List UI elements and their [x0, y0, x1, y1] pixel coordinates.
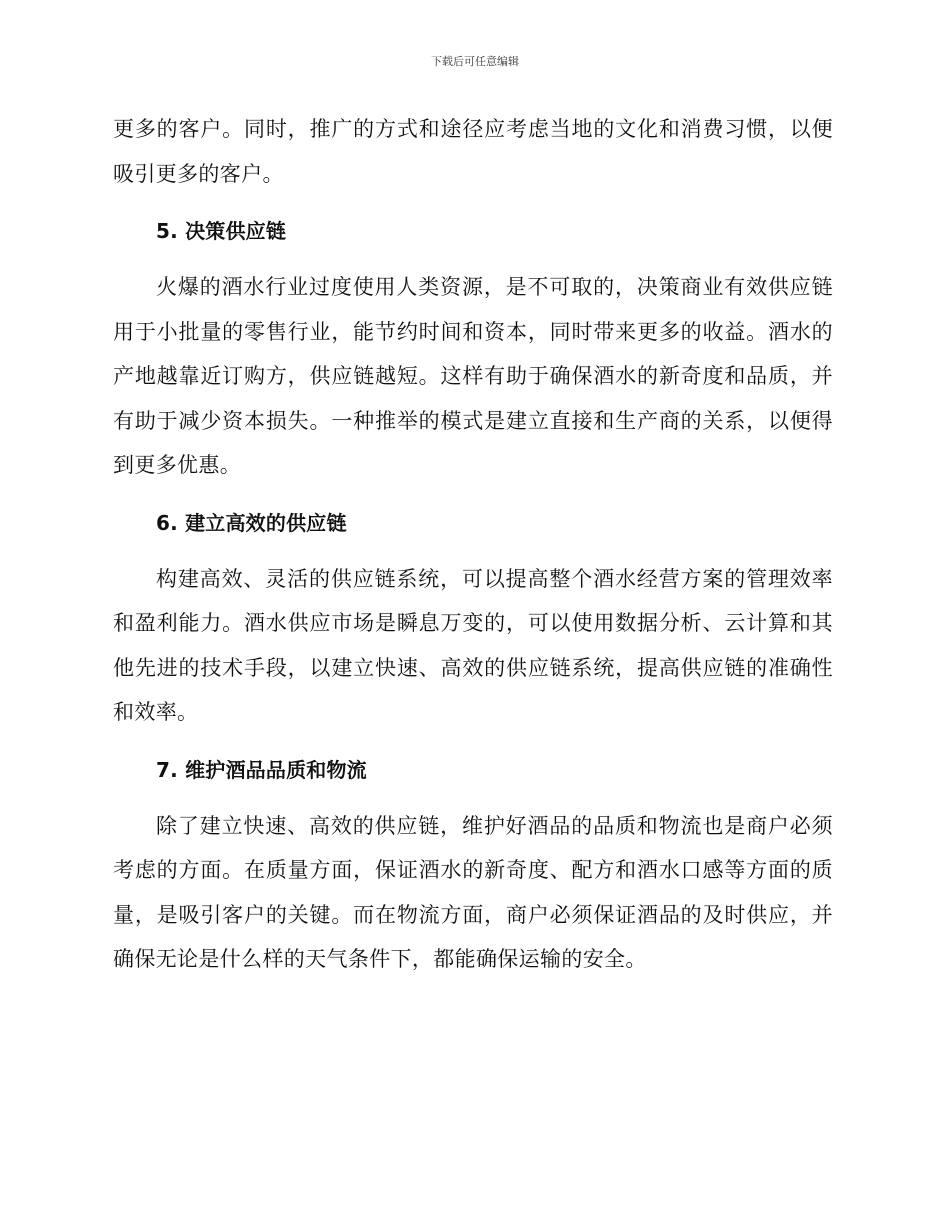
- section-5-heading: 5. 决策供应链: [156, 219, 287, 243]
- section-7-heading: 7. 维护酒品品质和物流: [156, 757, 367, 782]
- section-7-paragraph: 除了建立快速、高效的供应链，维护好酒品的品质和物流也是商户必须考虑的方面。在质量方面，保证酒水的新奇度、配方和酒水口感等方面的质量，是吸引客户的关键。而在物流方面，商户必须保证酒品的及时供应，并确保无论是什么样的天气条件下，都能确保运输的安全。: [113, 813, 833, 971]
- section-5-paragraph: 火爆的酒水行业过度使用人类资源，是不可取的，决策商业有效供应链用于小批量的零售行业，能节约时间和资本，同时带来更多的收益。酒水的产地越靠近订购方，供应链越短。这样有助于确保酒水的新奇度和品质，并有助于减少资本损失。一种推举的模式是建立直接和生产商的关系，以便得到更多优惠。: [113, 275, 833, 477]
- section-6-heading: 6. 建立高效的供应链: [156, 510, 347, 535]
- page-header: 下载后可任意编辑: [431, 55, 519, 68]
- document-body: [113, 107, 833, 982]
- section-6-paragraph: 构建高效、灵活的供应链系统，可以提高整个酒水经营方案的管理效率和盈利能力。酒水供应市场是瞬息万变的，可以使用数据分析、云计算和其他先进的技术手段，以建立快速、高效的供应链系统，提高供应链的准确性和效率。: [113, 566, 833, 724]
- intro-paragraph: 更多的客户。同时，推广的方式和途径应考虑当地的文化和消费习惯，以便吸引更多的客户。: [113, 117, 833, 186]
